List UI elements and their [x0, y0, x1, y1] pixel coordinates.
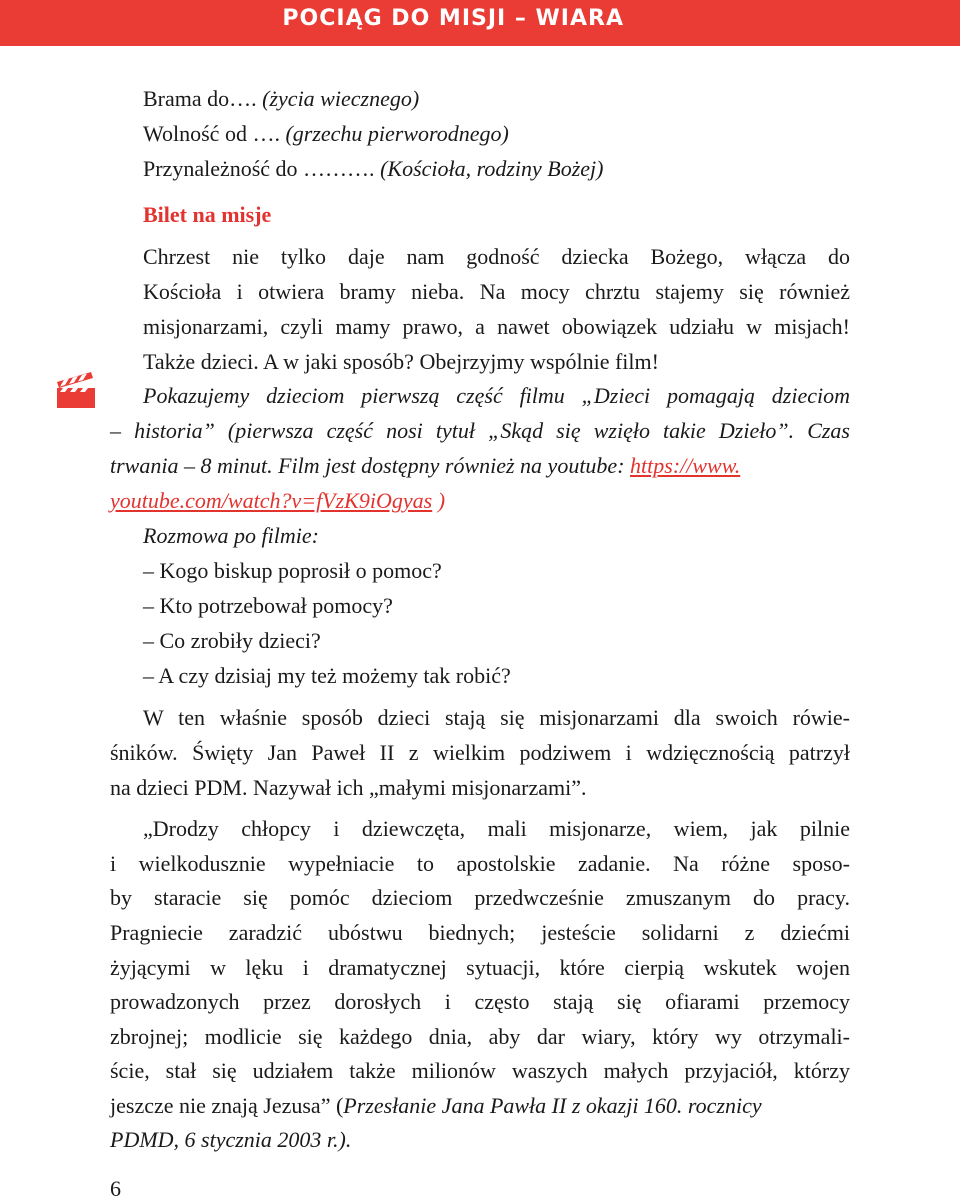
para1-line-4: Także dzieci. A w jaki sposób? Obejrzyjmy wspólnie film! — [143, 349, 659, 374]
talk-heading: Rozmowa po filmie: — [143, 523, 319, 548]
quote-line-4: Pragniecie zaradzić ubóstwu biednych; jesteście solidarni z dziećmi — [110, 920, 850, 945]
intro-line-2-italic: (grzechu pierworodnego) — [285, 121, 509, 146]
quote-line-7: zbrojnej; modlicie się każdego dnia, aby dar wiary, który wy otrzymali- — [110, 1024, 850, 1049]
intro-line-1 — [143, 84, 419, 114]
page-number: 6 — [110, 1176, 121, 1201]
page-header-bar — [0, 0, 960, 46]
para1-line-1: Chrzest nie tylko daje nam godność dziecka Bożego, włącza do — [143, 244, 850, 269]
header-title: POCIĄG DO MISJI – WIARA — [282, 6, 624, 31]
quote-line-9-text: jeszcze nie znają Jezusa” ( — [110, 1093, 344, 1118]
para2-line-3: na dzieci PDM. Nazywał ich „małymi misjonarzami”. — [110, 775, 587, 800]
question-item-2: – Kto potrzebował pomocy? — [143, 593, 393, 618]
quote-line-5: żyjącymi w lęku i dramatycznej sytuacji, które cierpią wskutek wojen — [110, 955, 850, 980]
para1-line-3: misjonarzami, czyli mamy prawo, a nawet obowiązek udziału w misjach! — [143, 314, 850, 339]
youtube-link-part-2[interactable]: youtube.com/watch?v=fVzK9iOgyas — [110, 488, 433, 513]
quote-line-2: i wielkodusznie wypełniacie to apostolskie zadanie. Na różne sposo- — [110, 851, 850, 876]
quote-citation: Przesłanie Jana Pawła II z okazji 160. rocznicy — [343, 1093, 762, 1118]
film-line-1: Pokazujemy dzieciom pierwszą część filmu „Dzieci pomagają dzieciom — [143, 383, 850, 408]
question-item-4: – A czy dzisiaj my też możemy tak robić? — [143, 663, 511, 688]
film-line-3-text: trwania – 8 minut. Film jest dostępny również na youtube: — [110, 453, 631, 478]
clapperboard-icon — [55, 370, 97, 415]
section-heading: Bilet na misje — [143, 202, 272, 227]
quote-line-3: by staracie się pomóc dzieciom przedwcześnie zmuszanym do pracy. — [110, 885, 850, 910]
para2-line-2: śników. Święty Jan Paweł II z wielkim podziwem i wdzięcznością patrzył — [110, 740, 850, 765]
film-line-2: – historia” (pierwsza część nosi tytuł „Skąd się wzięło takie Dzieło”. Czas — [110, 418, 850, 443]
intro-line-2-text: Wolność od …. — [143, 121, 286, 146]
intro-line-3-italic: (Kościoła, rodziny Bożej) — [380, 156, 604, 181]
quote-line-9 — [110, 1091, 762, 1121]
intro-line-1-text: Brama do…. — [143, 86, 263, 111]
youtube-link-part-1[interactable]: https://www. — [630, 453, 741, 478]
quote-line-10: PDMD, 6 stycznia 2003 r.). — [110, 1127, 352, 1152]
intro-line-2 — [143, 119, 509, 149]
question-item-1: – Kogo biskup poprosił o pomoc? — [143, 558, 442, 583]
quote-line-6: prowadzonych przez dorosłych i często stają się ofiarami przemocy — [110, 989, 850, 1014]
intro-line-3 — [143, 154, 604, 184]
film-line-3 — [110, 451, 740, 481]
intro-line-1-italic: (życia wiecznego) — [262, 86, 420, 111]
para2-line-1: W ten właśnie sposób dzieci stają się misjonarzami dla swoich rówie- — [143, 705, 850, 730]
intro-line-3-text: Przynależność do ………. — [143, 156, 381, 181]
quote-line-8: ście, stał się udziałem także milionów waszych małych przyjaciół, którzy — [110, 1058, 850, 1083]
para1-line-2: Kościoła i otwiera bramy nieba. Na mocy chrztu stajemy się również — [143, 279, 850, 304]
quote-line-1: „Drodzy chłopcy i dziewczęta, mali misjonarze, wiem, jak pilnie — [143, 816, 850, 841]
film-line-4-paren: ) — [432, 488, 446, 513]
film-line-4 — [110, 486, 445, 516]
question-item-3: – Co zrobiły dzieci? — [143, 628, 321, 653]
